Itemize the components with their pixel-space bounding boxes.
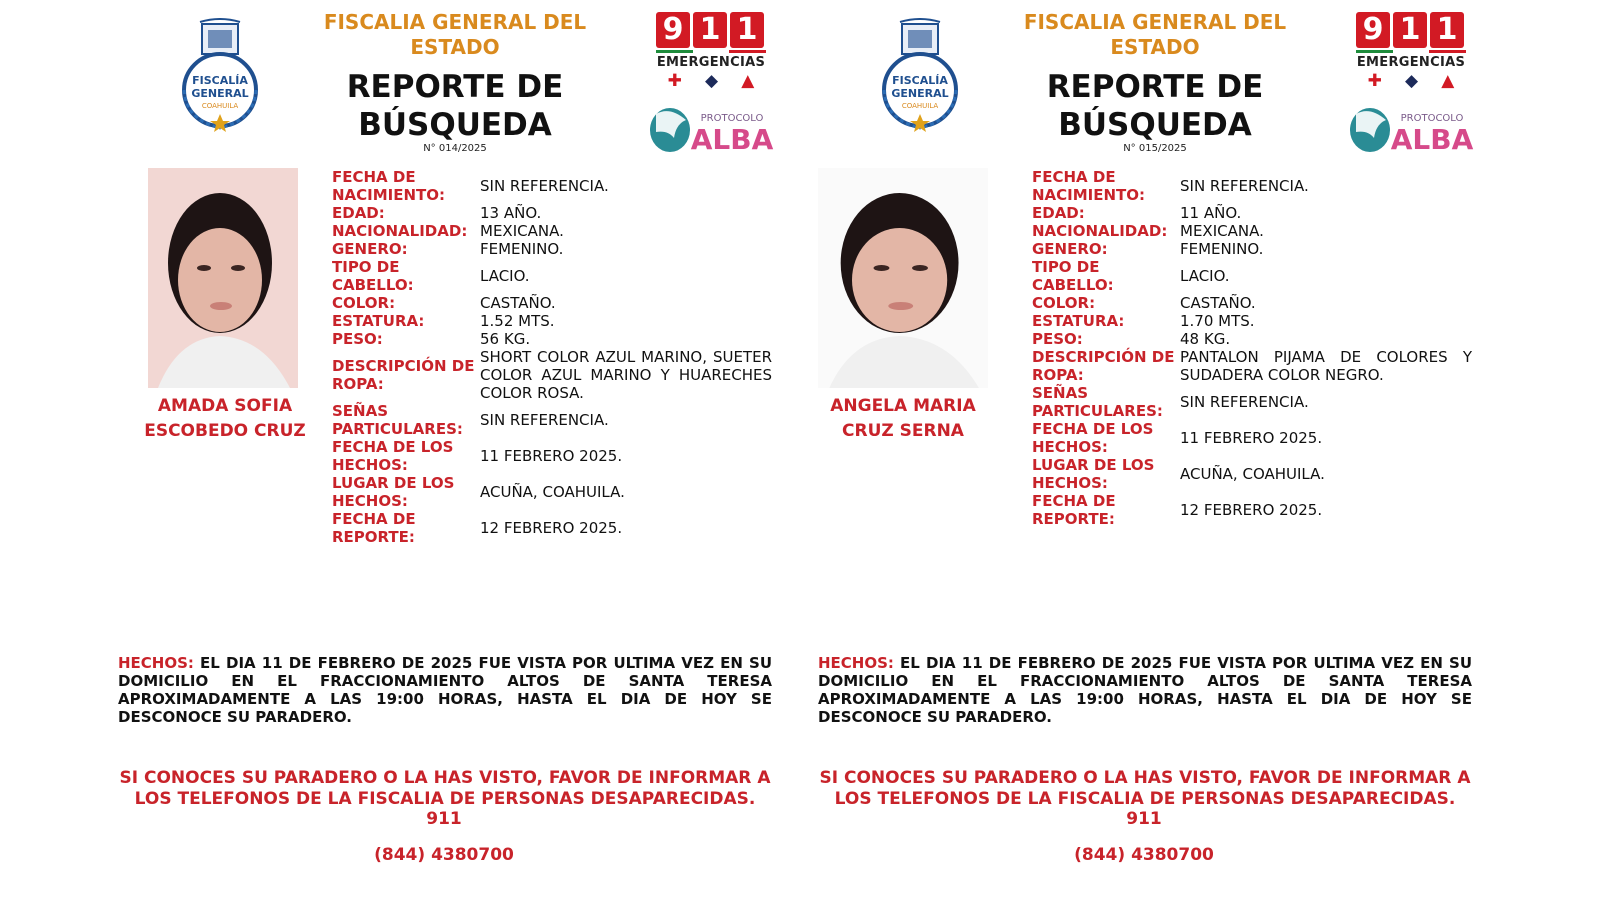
field-row — [1032, 312, 1472, 330]
field-label: FECHA DE REPORTE: — [1032, 492, 1116, 528]
field-value: 56 KG. — [480, 330, 531, 348]
cross-icon: ✚ — [667, 71, 682, 91]
portrait-image — [818, 168, 988, 388]
search-report-poster — [700, 0, 1500, 900]
field-label: FECHA DE REPORTE: — [332, 510, 416, 546]
missing-person-name: ANGELA MARIA CRUZ SERNA — [830, 396, 976, 441]
field-value: MEXICANA. — [480, 222, 564, 240]
doc-title: REPORTE DE BÚSQUEDA — [346, 69, 564, 143]
facts-label: HECHOS: — [818, 654, 894, 672]
field-label: PESO: — [1032, 330, 1083, 348]
alba-big-text: ALBA — [1390, 123, 1474, 154]
digit-9: 9 — [656, 12, 690, 48]
field-value: SIN REFERENCIA. — [1180, 177, 1309, 195]
field-label: ESTATURA: — [1032, 312, 1125, 330]
field-label: FECHA DE LOS HECHOS: — [1032, 420, 1154, 456]
field-row — [1032, 492, 1472, 528]
digit-1: 1 — [1430, 12, 1464, 48]
field-value: FEMENINO. — [480, 240, 564, 258]
field-value: 11 FEBRERO 2025. — [1180, 429, 1323, 447]
field-label: EDAD: — [1032, 204, 1085, 222]
field-value: LACIO. — [480, 267, 530, 285]
field-label: LUGAR DE LOS HECHOS: — [1032, 456, 1155, 492]
field-row — [1032, 240, 1472, 258]
field-label: PESO: — [332, 330, 383, 348]
facts-paragraph — [118, 654, 772, 726]
field-row — [1032, 258, 1472, 294]
facts-label: HECHOS: — [118, 654, 194, 672]
field-label: TIPO DE CABELLO: — [1032, 258, 1114, 294]
description-fields — [1032, 168, 1472, 528]
field-value: 12 FEBRERO 2025. — [480, 519, 623, 537]
digit-9: 9 — [1356, 12, 1390, 48]
field-value: SIN REFERENCIA. — [480, 177, 609, 195]
field-value: CASTAÑO. — [1180, 294, 1256, 312]
alba-small-text: PROTOCOLO — [700, 113, 764, 124]
field-label: EDAD: — [332, 204, 385, 222]
field-row — [1032, 294, 1472, 312]
information-callout: SI CONOCES SU PARADERO O LA HAS VISTO, FAVOR DE INFORMAR A LOS TELEFONOS DE LA FISCALIA DE PERSONAS DESAPARECIDAS. — [119, 768, 771, 809]
fiscalia-seal-logo — [870, 18, 970, 136]
digit-1: 1 — [1393, 12, 1427, 48]
field-label: COLOR: — [332, 294, 396, 312]
seal-text-2: GENERAL — [191, 87, 249, 100]
field-value: 13 AÑO. — [480, 204, 542, 222]
missing-person-name: AMADA SOFIA ESCOBEDO CRUZ — [144, 396, 306, 441]
field-label: COLOR: — [1032, 294, 1096, 312]
doc-title: REPORTE DE BÚSQUEDA — [1046, 69, 1264, 143]
cross-icon: ✚ — [1367, 71, 1382, 91]
field-value: SIN REFERENCIA. — [480, 411, 609, 429]
field-value: PANTALON PIJAMA DE COLORES Y SUDADERA COLOR NEGRO. — [1180, 348, 1472, 384]
report-number: N° 014/2025 — [423, 143, 487, 154]
field-value: ACUÑA, COAHUILA. — [1180, 465, 1325, 483]
emergencias-label: EMERGENCIAS — [656, 55, 766, 70]
field-value: ACUÑA, COAHUILA. — [480, 483, 625, 501]
phone-911: 911 — [426, 809, 462, 829]
field-label: TIPO DE CABELLO: — [332, 258, 414, 294]
alba-big-text: ALBA — [690, 123, 774, 154]
field-value: 1.52 MTS. — [480, 312, 555, 330]
field-value: CASTAÑO. — [480, 294, 556, 312]
police-cap-icon: ◆ — [1405, 71, 1419, 91]
seal-text-1: FISCALÍA — [892, 74, 948, 87]
report-number: N° 015/2025 — [1123, 143, 1187, 154]
facts-text: EL DIA 11 DE FEBRERO DE 2025 FUE VISTA POR ULTIMA VEZ EN SU DOMICILIO EN EL FRACCIONAMIENTO ALTOS DE SANTA TERESA APROXIMADAMENTE A LAS 19:00 HORAS, HASTA EL DIA DE HOY SE DESCONOCE SU PARADERO. — [118, 654, 772, 726]
flag-stripe — [1356, 50, 1466, 53]
field-label: FECHA DE NACIMIENTO: — [332, 168, 446, 204]
police-cap-icon: ◆ — [705, 71, 719, 91]
field-value: 1.70 MTS. — [1180, 312, 1255, 330]
field-row — [1032, 204, 1472, 222]
phone-911: 911 — [1126, 809, 1162, 829]
field-label: SEÑAS PARTICULARES: — [332, 402, 463, 438]
field-label: NACIONALIDAD: — [1032, 222, 1168, 240]
field-value: 11 FEBRERO 2025. — [480, 447, 623, 465]
portrait-image — [148, 168, 298, 388]
field-label: FECHA DE NACIMIENTO: — [1032, 168, 1146, 204]
field-value: 12 FEBRERO 2025. — [1180, 501, 1323, 519]
seal-text-2: GENERAL — [891, 87, 949, 100]
field-value: SHORT COLOR AZUL MARINO, SUETER COLOR AZUL MARINO Y HUARECHES COLOR ROSA. — [480, 348, 772, 402]
digit-1: 1 — [693, 12, 727, 48]
field-row — [1032, 348, 1472, 384]
field-label: FECHA DE LOS HECHOS: — [332, 438, 454, 474]
field-label: LUGAR DE LOS HECHOS: — [332, 474, 455, 510]
field-row — [1032, 330, 1472, 348]
field-label: NACIONALIDAD: — [332, 222, 468, 240]
field-value: FEMENINO. — [1180, 240, 1264, 258]
org-title: FISCALIA GENERAL DEL ESTADO — [323, 10, 587, 59]
field-label: GENERO: — [1032, 240, 1108, 258]
field-label: GENERO: — [332, 240, 408, 258]
seal-text-3: COAHUILA — [901, 102, 939, 110]
emergency-911-logo — [1356, 12, 1466, 90]
field-label: SEÑAS PARTICULARES: — [1032, 384, 1163, 420]
protocolo-alba-logo — [1348, 104, 1478, 154]
emergencias-label: EMERGENCIAS — [1356, 55, 1466, 70]
phone-number: (844) 4380700 — [1074, 845, 1214, 865]
field-value: 11 AÑO. — [1180, 204, 1242, 222]
field-value: SIN REFERENCIA. — [1180, 393, 1309, 411]
facts-paragraph — [818, 654, 1472, 726]
facts-text: EL DIA 11 DE FEBRERO DE 2025 FUE VISTA POR ULTIMA VEZ EN SU DOMICILIO EN EL FRACCIONAMIENTO ALTOS DE SANTA TERESA APROXIMADAMENTE A LAS 19:00 HORAS, HASTA EL DIA DE HOY SE DESCONOCE SU PARADERO. — [818, 654, 1472, 726]
field-label: DESCRIPCIÓN DE ROPA: — [1032, 348, 1175, 384]
fire-icon: ▲ — [1441, 71, 1455, 91]
field-row — [1032, 222, 1472, 240]
phone-number: (844) 4380700 — [374, 845, 514, 865]
alba-small-text: PROTOCOLO — [1400, 113, 1464, 124]
missing-person-photo — [148, 168, 298, 388]
field-value: 48 KG. — [1180, 330, 1231, 348]
field-row — [1032, 384, 1472, 420]
seal-text-3: COAHUILA — [201, 102, 239, 110]
org-title: FISCALIA GENERAL DEL ESTADO — [1023, 10, 1287, 59]
field-value: LACIO. — [1180, 267, 1230, 285]
field-row — [1032, 456, 1472, 492]
missing-person-photo — [818, 168, 988, 388]
digit-1: 1 — [730, 12, 764, 48]
fire-icon: ▲ — [741, 71, 755, 91]
field-row — [1032, 420, 1472, 456]
field-label: ESTATURA: — [332, 312, 425, 330]
field-row — [1032, 168, 1472, 204]
field-label: DESCRIPCIÓN DE ROPA: — [332, 357, 475, 393]
seal-text-1: FISCALÍA — [192, 74, 248, 87]
information-callout: SI CONOCES SU PARADERO O LA HAS VISTO, FAVOR DE INFORMAR A LOS TELEFONOS DE LA FISCALIA DE PERSONAS DESAPARECIDAS. — [819, 768, 1471, 809]
fiscalia-seal-logo — [170, 18, 270, 136]
field-value: MEXICANA. — [1180, 222, 1264, 240]
